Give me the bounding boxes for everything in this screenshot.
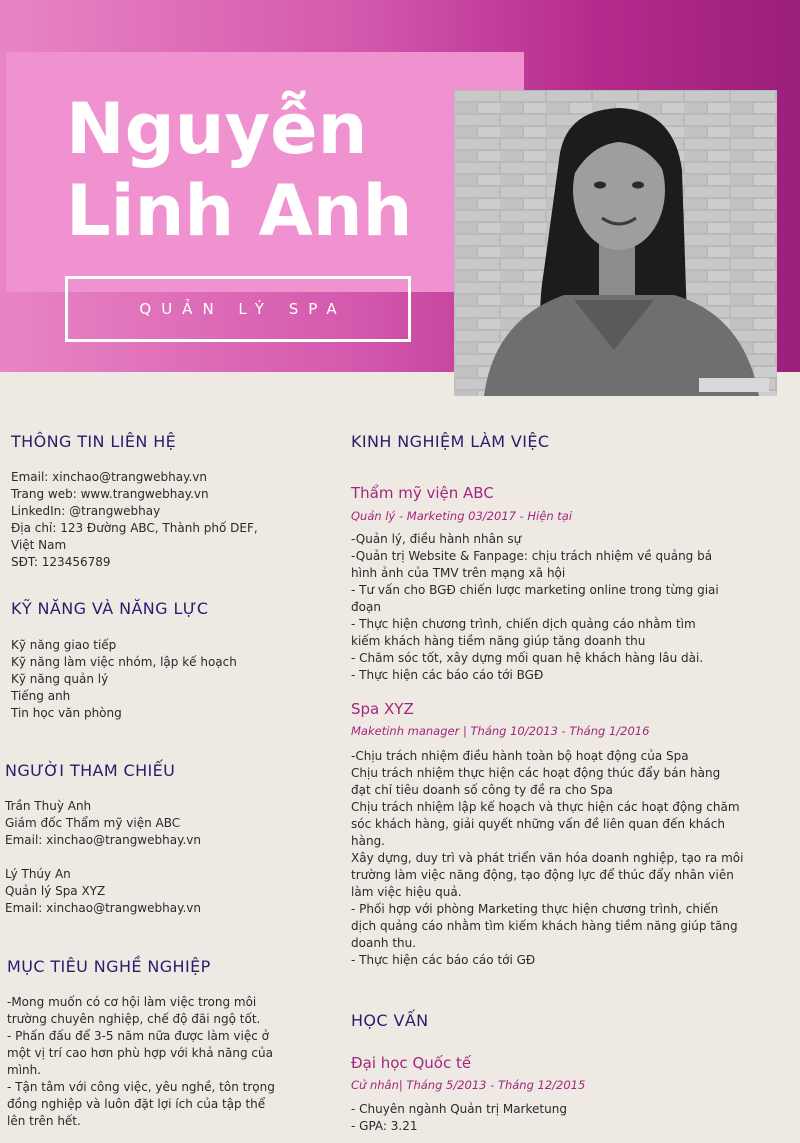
skill-item: Kỹ năng làm việc nhóm, lập kế hoạch (11, 655, 237, 669)
job-title: QUẢN LÝ SPA (139, 300, 347, 318)
job2-company: Spa XYZ (351, 700, 414, 718)
duty-line: - Thực hiện chương trình, chiến dịch quảng cáo nhằm tìm (351, 617, 696, 631)
duty-line: hình ảnh của TMV trên mạng xã hội (351, 566, 566, 580)
duty-line: trường làm việc năng động, tạo động lực để thúc đẩy nhân viên (351, 868, 734, 882)
reference-1 (5, 798, 201, 849)
objective-line: - Phấn đấu để 3-5 năm nữa được làm việc ở (7, 1029, 269, 1043)
duty-line: - Tư vấn cho BGĐ chiến lược marketing online trong từng giai (351, 583, 719, 597)
duty-line: doanh thu. (351, 936, 417, 950)
skill-item: Kỹ năng quản lý (11, 672, 109, 686)
reference-email: Email: xinchao@trangwebhay.vn (5, 901, 201, 915)
job-title-box (65, 276, 411, 342)
education-degree: Cử nhân| Tháng 5/2013 - Tháng 12/2015 (351, 1078, 586, 1092)
objective-line: - Tận tâm với công việc, yêu nghề, tôn trọng (7, 1080, 275, 1094)
job1-company: Thẩm mỹ viện ABC (351, 484, 494, 502)
reference-name: Lý Thúy An (5, 867, 71, 881)
job2-role: Maketinh manager | Tháng 10/2013 - Tháng 1/2016 (351, 724, 650, 738)
skill-item: Kỹ năng giao tiếp (11, 638, 117, 652)
objective-text (7, 994, 275, 1130)
skill-item: Tin học văn phòng (11, 706, 122, 720)
education-school: Đại học Quốc tế (351, 1054, 472, 1072)
contact-address: Địa chỉ: 123 Đường ABC, Thành phố DEF, (11, 521, 258, 535)
name-line-1: Nguyễn (66, 88, 368, 170)
skills-heading: KỸ NĂNG VÀ NĂNG LỰC (11, 599, 209, 618)
reference-name: Trần Thuỳ Anh (5, 799, 92, 813)
job1-duties (351, 531, 719, 684)
duty-line: - Thực hiện các báo cáo tới GĐ (351, 953, 536, 967)
duty-line: đoạn (351, 600, 381, 614)
contact-heading: THÔNG TIN LIÊN HỆ (11, 432, 177, 451)
contact-address-cont: Việt Nam (11, 538, 67, 552)
skill-item: Tiếng anh (11, 689, 71, 703)
duty-line: Xây dựng, duy trì và phát triển văn hóa doanh nghiệp, tạo ra môi (351, 851, 744, 865)
candidate-name (66, 88, 446, 252)
objective-line: mình. (7, 1063, 42, 1077)
reference-position: Quản lý Spa XYZ (5, 884, 106, 898)
contact-phone: SĐT: 123456789 (11, 555, 111, 569)
education-details (351, 1101, 567, 1135)
duty-line: hàng. (351, 834, 385, 848)
education-heading: HỌC VẤN (351, 1011, 429, 1030)
objective-line: đồng nghiệp và luôn đặt lợi ích của tập thể (7, 1097, 266, 1111)
objective-line: một vị trí cao hơn phù hợp với khả năng của (7, 1046, 273, 1060)
duty-line: đạt chỉ tiêu doanh số công ty đề ra cho Spa (351, 783, 613, 797)
duty-line: -Chịu trách nhiệm điều hành toàn bộ hoạt động của Spa (351, 749, 689, 763)
objective-heading: MỤC TIÊU NGHỀ NGHIỆP (7, 957, 211, 976)
objective-line: lên trên hết. (7, 1114, 81, 1128)
duty-line: sóc khách hàng, giải quyết những vấn đề liên quan đến khách (351, 817, 725, 831)
objective-line: trường chuyên nghiệp, chế độ đãi ngộ tốt. (7, 1012, 261, 1026)
objective-line: -Mong muốn có cơ hội làm việc trong môi (7, 995, 257, 1009)
portrait-illustration (454, 90, 777, 396)
contact-email: Email: xinchao@trangwebhay.vn (11, 470, 207, 484)
duty-line: - Chăm sóc tốt, xây dựng mối quan hệ khách hàng lâu dài. (351, 651, 704, 665)
contact-website: Trang web: www.trangwebhay.vn (11, 487, 209, 501)
reference-position: Giám đốc Thẩm mỹ viện ABC (5, 816, 181, 830)
contact-linkedin: LinkedIn: @trangwebhay (11, 504, 161, 518)
reference-2 (5, 866, 201, 917)
reference-email: Email: xinchao@trangwebhay.vn (5, 833, 201, 847)
profile-photo (454, 90, 777, 396)
name-line-2: Linh Anh (66, 170, 413, 252)
duty-line: Chịu trách nhiệm thực hiện các hoạt động thúc đẩy bán hàng (351, 766, 721, 780)
duty-line: làm việc hiệu quả. (351, 885, 462, 899)
duty-line: -Quản lý, điều hành nhân sự (351, 532, 522, 546)
references-heading: NGƯỜI THAM CHIẾU (5, 761, 176, 780)
duty-line: - Phối hợp với phòng Marketing thực hiện chương trình, chiến (351, 902, 719, 916)
education-line: - GPA: 3.21 (351, 1119, 418, 1133)
duty-line: -Quản trị Website & Fanpage: chịu trách nhiệm về quảng bá (351, 549, 713, 563)
skills-list (11, 637, 237, 722)
job2-duties (351, 748, 743, 969)
job1-role: Quản lý - Marketing 03/2017 - Hiện tại (351, 509, 573, 523)
experience-heading: KINH NGHIỆM LÀM VIỆC (351, 432, 550, 451)
duty-line: Chịu trách nhiệm lập kế hoạch và thực hiện các hoạt động chăm (351, 800, 740, 814)
duty-line: kiếm khách hàng tiềm năng giúp tăng doanh thu (351, 634, 646, 648)
duty-line: dịch quảng cáo nhằm tìm kiếm khách hàng tiềm năng giúp tăng (351, 919, 738, 933)
education-line: - Chuyên ngành Quản trị Marketung (351, 1102, 567, 1116)
contact-info (11, 469, 258, 571)
duty-line: - Thực hiện các báo cáo tới BGĐ (351, 668, 544, 682)
